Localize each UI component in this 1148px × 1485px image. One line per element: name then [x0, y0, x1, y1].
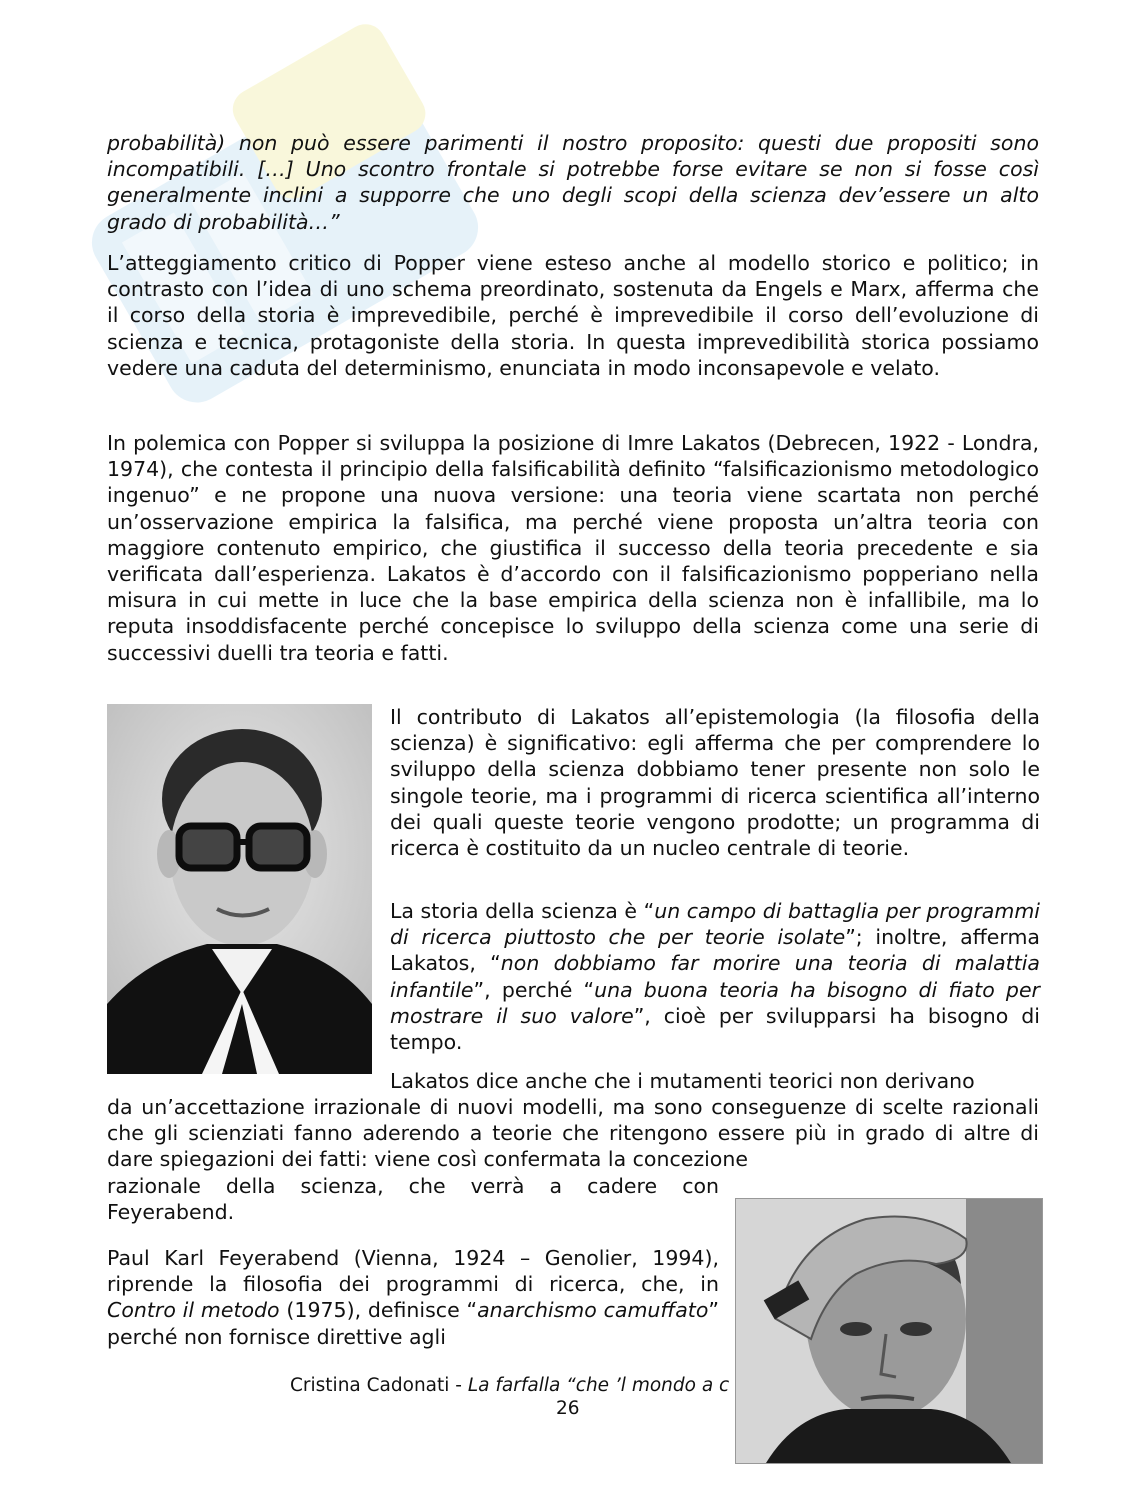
footer-title: Cristina Cadonati - La farfalla “che ’l mondo a c — [290, 1375, 730, 1396]
paragraph-popper: L’atteggiamento critico di Popper viene esteso anche al modello storico e politico; in contrasto con l’idea di uno schema preordinato, sostenuta da Engels e Marx, afferma che il corso della storia è imprevedibile, perché è imprevedibile il corso dell’evoluzione di scienza e tecnica, protagoniste della storia. In questa imprevedibilità storica possiamo vedere una caduta del determinismo, enunciata in modo inconsapevole e velato. — [107, 251, 1039, 380]
paragraph-storia: La storia della scienza è “un campo di battaglia per programmi di ricerca piuttosto che per teorie isolate”; inoltre, afferma Lakatos, “non dobbiamo far morire una teoria di malattia infantile”, perché “una buona teoria ha bisogno di fiato per mostrare il suo valore”, cioè per svilupparsi ha bisogno di tempo. — [390, 899, 1040, 1055]
page-number: 26 — [556, 1398, 580, 1419]
feyerabend-photo — [735, 1198, 1043, 1464]
paragraph-mutamenti: da un’accettazione irrazionale di nuovi modelli, ma sono conseguenze di scelte razionali che gli scienziati fanno aderendo a teorie che ritengono essere più in grado di altre di dare spiegazioni dei fatti: viene così confermata la concezione — [107, 1095, 1039, 1172]
paragraph-mutamenti-tail: razionale della scienza, che verrà a cadere con Feyerabend. — [107, 1174, 719, 1225]
watermark-logo-icon — [50, 20, 520, 450]
paragraph-mutamenti-line1: Lakatos dice anche che i mutamenti teorici non derivano — [390, 1069, 975, 1093]
paragraph-feyerabend: Paul Karl Feyerabend (Vienna, 1924 – Genolier, 1994), riprende la filosofia dei programmi di ricerca, che, in Contro il metodo (1975), definisce “anarchismo camuffato” perché non fornisce direttive agli — [107, 1246, 719, 1349]
quote-paragraph: probabilità) non può essere parimenti il nostro proposito: questi due propositi sono incompatibili. […] Uno scontro frontale si potrebbe forse evitare se non si fosse così generalmente inclini a supporre che uno degli scopi della scienza dev’essere un alto grado di probabilità…” — [107, 131, 1039, 234]
paragraph-lakatos-intro: In polemica con Popper si sviluppa la posizione di Imre Lakatos (Debrecen, 1922 - Londra, 1974), che contesta il principio della falsificabilità definito “falsificazionismo metodologico ingenuo” e ne propone una nuova versione: una teoria viene scartata non perché un’osservazione empirica la falsifica, ma perché viene proposta un’altra teoria con maggiore contenuto empirico, che giustifica il successo della teoria precedente e sia verificata dall’esperienza. Lakatos è d’accordo con il falsificazionismo popperiano nella misura in cui mette in luce che la base empirica della scienza non è infallibile, ma lo reputa insoddisfacente perché concepisce lo sviluppo della scienza come una serie di successivi duelli tra teoria e fatti. — [107, 431, 1039, 665]
paragraph-contributo: Il contributo di Lakatos all’epistemologia (la filosofia della scienza) è significativo: egli afferma che per comprendere lo sviluppo della scienza dobbiamo tener presente non solo le singole teorie, ma i programmi di ricerca scientifica all’interno dei quali queste teorie vengono prodotte; un programma di ricerca è costituito da un nucleo centrale di teorie. — [390, 705, 1040, 861]
lakatos-photo — [107, 704, 372, 1074]
